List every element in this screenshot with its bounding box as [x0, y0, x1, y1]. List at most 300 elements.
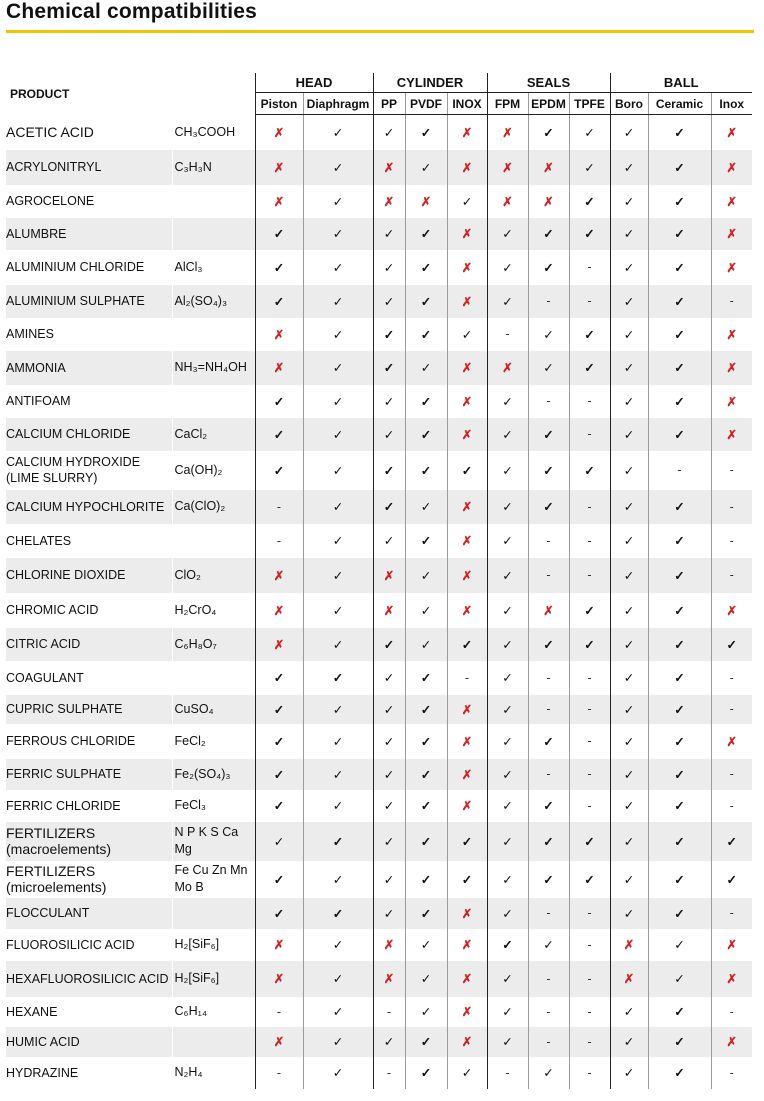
compat-cell-epdm [528, 318, 569, 351]
compat-cell-inox [447, 759, 487, 790]
conditional-check-icon: ✓ [623, 394, 635, 409]
check-icon: ✓ [273, 906, 285, 921]
compat-cell-diaphragm [303, 628, 373, 661]
compat-cell-tpfe [569, 861, 610, 898]
compat-cell-tpfe [569, 490, 610, 524]
cross-icon: ✗ [543, 194, 554, 209]
dash-icon: - [729, 767, 734, 781]
conditional-check-icon: ✓ [420, 1005, 432, 1019]
conditional-check-icon: ✓ [332, 938, 344, 952]
product-formula: H₂[SiF₆] [172, 929, 255, 961]
compat-cell-piston [255, 861, 303, 898]
compat-cell-epdm [528, 1027, 569, 1057]
dash-icon: - [587, 499, 592, 514]
compat-cell-pp [373, 218, 405, 250]
cross-icon: ✗ [543, 603, 554, 618]
compat-cell-pvdf [405, 185, 447, 218]
compat-cell-fpm [487, 593, 528, 628]
compat-cell-diaphragm [303, 898, 373, 929]
compat-cell-boro [610, 1057, 648, 1089]
check-icon: ✓ [420, 260, 432, 275]
dash-icon: - [729, 670, 734, 685]
compat-cell-piston [255, 285, 303, 318]
compat-cell-tpfe [569, 790, 610, 822]
conditional-check-icon: ✓ [623, 1066, 635, 1080]
compat-cell-fpm [487, 661, 528, 695]
compat-cell-tpfe [569, 558, 610, 593]
table-row [6, 115, 752, 150]
cross-icon: ✗ [502, 125, 513, 140]
compat-cell-pp [373, 558, 405, 593]
check-icon: ✓ [273, 799, 285, 813]
check-icon: ✓ [420, 1066, 432, 1080]
compat-cell-pp [373, 790, 405, 822]
conditional-check-icon: ✓ [420, 637, 432, 652]
conditional-check-icon: ✓ [623, 327, 635, 342]
compat-cell-pp [373, 929, 405, 961]
compat-cell-epdm [528, 790, 569, 822]
compat-cell-tpfe [569, 628, 610, 661]
check-icon: ✓ [543, 227, 554, 241]
conditional-check-icon: ✓ [623, 671, 635, 685]
conditional-check-icon: ✓ [332, 534, 344, 548]
compat-cell-fpm [487, 218, 528, 250]
check-icon: ✓ [461, 463, 473, 478]
conditional-check-icon: ✓ [420, 568, 432, 583]
check-icon: ✓ [543, 260, 554, 275]
cross-icon: ✗ [273, 125, 285, 140]
compat-cell-tpfe [569, 351, 610, 385]
compat-cell-tpfe [569, 661, 610, 695]
compat-cell-epdm [528, 759, 569, 790]
compat-cell-pvdf [405, 115, 447, 150]
dash-icon: - [729, 294, 734, 308]
dash-icon: - [546, 568, 551, 582]
check-icon: ✓ [383, 361, 395, 375]
check-icon: ✓ [420, 702, 432, 717]
cross-icon: ✗ [461, 702, 473, 717]
dash-icon: - [677, 463, 682, 477]
check-icon: ✓ [273, 260, 285, 275]
check-icon: ✓ [420, 834, 432, 849]
conditional-check-icon: ✓ [543, 1066, 554, 1080]
cross-icon: ✗ [726, 603, 737, 618]
compat-cell-boro [610, 558, 648, 593]
cross-icon: ✗ [726, 227, 737, 241]
compat-cell-inox [711, 593, 752, 628]
table-row [6, 185, 752, 218]
compat-cell-boro [610, 351, 648, 385]
compat-cell-epdm [528, 250, 569, 285]
compat-cell-ceramic [648, 185, 711, 218]
check-icon: ✓ [273, 767, 285, 782]
compat-cell-epdm [528, 898, 569, 929]
table-row [6, 695, 752, 724]
cross-icon: ✗ [273, 327, 285, 342]
check-icon: ✓ [674, 834, 685, 849]
product-name: ANTIFOAM [6, 394, 71, 408]
compat-cell-inox [711, 524, 752, 558]
compat-cell-pp [373, 318, 405, 351]
compat-cell-diaphragm [303, 724, 373, 759]
check-icon: ✓ [674, 294, 685, 309]
conditional-check-icon: ✓ [623, 734, 635, 749]
conditional-check-icon: ✓ [383, 294, 395, 309]
check-icon: ✓ [726, 834, 737, 849]
compat-cell-tpfe [569, 451, 610, 490]
compat-cell-pvdf [405, 250, 447, 285]
conditional-check-icon: ✓ [332, 160, 344, 175]
compat-cell-inox [447, 524, 487, 558]
compat-cell-tpfe [569, 418, 610, 451]
product-formula: CaCl₂ [172, 418, 255, 451]
check-icon: ✓ [420, 767, 432, 782]
conditional-check-icon: ✓ [543, 327, 554, 342]
compat-cell-tpfe [569, 115, 610, 150]
conditional-check-icon: ✓ [332, 799, 344, 813]
conditional-check-icon: ✓ [332, 637, 344, 652]
compat-cell-piston [255, 695, 303, 724]
compat-cell-pvdf [405, 490, 447, 524]
compat-cell-fpm [487, 351, 528, 385]
compat-cell-pp [373, 822, 405, 861]
compat-cell-boro [610, 385, 648, 418]
cross-icon: ✗ [726, 160, 737, 175]
cross-icon: ✗ [461, 160, 473, 175]
cross-icon: ✗ [726, 194, 737, 209]
compat-cell-inox [447, 451, 487, 490]
compat-cell-inox [711, 150, 752, 185]
compat-cell-piston [255, 724, 303, 759]
compat-cell-pvdf [405, 418, 447, 451]
compat-cell-pp [373, 385, 405, 418]
compat-cell-ceramic [648, 628, 711, 661]
compat-cell-inox [711, 1057, 752, 1089]
check-icon: ✓ [420, 327, 432, 342]
compat-cell-inox [447, 593, 487, 628]
compat-cell-ceramic [648, 898, 711, 929]
cross-icon: ✗ [273, 361, 285, 375]
cross-icon: ✗ [383, 603, 395, 618]
compat-cell-fpm [487, 898, 528, 929]
conditional-check-icon: ✓ [623, 872, 635, 887]
compat-cell-epdm [528, 351, 569, 385]
cross-icon: ✗ [726, 394, 737, 409]
cross-icon: ✗ [726, 361, 737, 375]
conditional-check-icon: ✓ [332, 327, 344, 342]
cross-icon: ✗ [726, 734, 737, 749]
product-name: AMMONIA [6, 351, 172, 385]
check-icon: ✓ [674, 906, 685, 921]
compat-cell-inox [711, 451, 752, 490]
column-header-epdm: EPDM [528, 93, 569, 115]
compat-cell-boro [610, 285, 648, 318]
check-icon: ✓ [383, 327, 395, 342]
compat-cell-inox [711, 318, 752, 351]
check-icon: ✓ [420, 906, 432, 921]
check-icon: ✓ [420, 125, 432, 140]
conditional-check-icon: ✓ [332, 872, 344, 887]
column-header-diaphragm: Diaphragm [303, 93, 373, 115]
conditional-check-icon: ✓ [502, 227, 513, 241]
product-formula: C₆H₁₄ [172, 997, 255, 1027]
compat-cell-boro [610, 628, 648, 661]
compat-cell-pp [373, 351, 405, 385]
check-icon: ✓ [674, 799, 685, 813]
conditional-check-icon: ✓ [623, 194, 635, 209]
dash-icon: - [546, 670, 551, 685]
product-name: ACETIC ACID [6, 124, 94, 140]
compat-cell-inox [711, 961, 752, 997]
conditional-check-icon: ✓ [543, 361, 554, 375]
check-icon: ✓ [584, 463, 595, 478]
conditional-check-icon: ✓ [332, 294, 344, 309]
product-name: FERTILIZERS (macroelements) [6, 822, 172, 861]
check-icon: ✓ [383, 500, 395, 514]
compat-cell-boro [610, 490, 648, 524]
conditional-check-icon: ✓ [332, 734, 344, 749]
cross-icon: ✗ [383, 194, 395, 209]
compat-cell-boro [610, 1027, 648, 1057]
cross-icon: ✗ [461, 938, 473, 952]
compat-cell-pvdf [405, 861, 447, 898]
compat-cell-piston [255, 822, 303, 861]
conditional-check-icon: ✓ [420, 603, 432, 618]
table-row [6, 285, 752, 318]
compat-cell-ceramic [648, 695, 711, 724]
product-formula [172, 318, 255, 351]
compat-cell-tpfe [569, 898, 610, 929]
check-icon: ✓ [543, 799, 554, 813]
product-name: FERRIC SULPHATE [6, 759, 172, 790]
compat-cell-ceramic [648, 558, 711, 593]
compat-cell-ceramic [648, 1027, 711, 1057]
compat-cell-boro [610, 150, 648, 185]
conditional-check-icon: ✓ [623, 534, 635, 548]
compat-cell-ceramic [648, 759, 711, 790]
table-row [6, 997, 752, 1027]
compat-cell-ceramic [648, 524, 711, 558]
check-icon: ✓ [674, 260, 685, 275]
check-icon: ✓ [674, 427, 685, 442]
check-icon: ✓ [383, 637, 395, 652]
product-formula: Al₂(SO₄)₃ [172, 285, 255, 318]
compat-cell-inox [711, 250, 752, 285]
compat-cell-diaphragm [303, 451, 373, 490]
check-icon: ✓ [273, 394, 285, 409]
compat-cell-tpfe [569, 218, 610, 250]
compat-cell-diaphragm [303, 185, 373, 218]
product-name: CHROMIC ACID [6, 603, 99, 617]
conditional-check-icon: ✓ [383, 125, 395, 140]
compat-cell-ceramic [648, 861, 711, 898]
compat-cell-piston [255, 351, 303, 385]
conditional-check-icon: ✓ [502, 603, 513, 618]
dash-icon: - [587, 1034, 592, 1049]
conditional-check-icon: ✓ [623, 227, 635, 241]
column-header-pvdf: PVDF [405, 93, 447, 115]
product-formula: NH₃=NH₄OH [172, 351, 255, 385]
compat-cell-diaphragm [303, 524, 373, 558]
compat-cell-inox [711, 490, 752, 524]
compat-cell-inox [447, 1057, 487, 1089]
compat-cell-inox [447, 285, 487, 318]
dash-icon: - [587, 767, 592, 781]
check-icon: ✓ [584, 361, 595, 375]
compat-cell-piston [255, 150, 303, 185]
compat-cell-pvdf [405, 759, 447, 790]
dash-icon: - [276, 499, 282, 514]
compat-cell-tpfe [569, 724, 610, 759]
product-formula: Ca(ClO)₂ [172, 490, 255, 524]
table-row [6, 558, 752, 593]
cross-icon: ✗ [273, 603, 285, 618]
compat-cell-pp [373, 724, 405, 759]
compat-cell-inox [447, 695, 487, 724]
dash-icon: - [729, 568, 734, 582]
dash-icon: - [729, 1065, 734, 1080]
compat-cell-diaphragm [303, 997, 373, 1027]
conditional-check-icon: ✓ [332, 194, 344, 209]
compat-cell-fpm [487, 759, 528, 790]
check-icon: ✓ [332, 671, 344, 685]
compat-cell-pvdf [405, 1057, 447, 1089]
compat-cell-inox [447, 724, 487, 759]
product-formula: C₃H₃N [172, 150, 255, 185]
compat-cell-inox [711, 218, 752, 250]
conditional-check-icon: ✓ [502, 1035, 513, 1049]
check-icon: ✓ [461, 872, 473, 887]
compat-cell-pp [373, 185, 405, 218]
check-icon: ✓ [273, 734, 285, 749]
check-icon: ✓ [674, 227, 685, 241]
dash-icon: - [505, 1065, 510, 1080]
check-icon: ✓ [543, 734, 554, 749]
check-icon: ✓ [584, 603, 595, 618]
compat-cell-inox [447, 1027, 487, 1057]
conditional-check-icon: ✓ [623, 637, 635, 652]
conditional-check-icon: ✓ [383, 260, 395, 275]
dash-icon: - [546, 1034, 551, 1049]
cross-icon: ✗ [461, 1005, 473, 1019]
cross-icon: ✗ [383, 972, 395, 986]
product-name: CITRIC ACID [6, 628, 172, 661]
check-icon: ✓ [420, 799, 432, 813]
table-row [6, 861, 752, 898]
compat-cell-tpfe [569, 150, 610, 185]
dash-icon: - [276, 1004, 282, 1019]
compat-cell-boro [610, 861, 648, 898]
compat-cell-pvdf [405, 1027, 447, 1057]
compat-cell-diaphragm [303, 929, 373, 961]
group-head: HEAD [255, 73, 373, 93]
conditional-check-icon: ✓ [623, 568, 635, 583]
compat-cell-piston [255, 250, 303, 285]
product-name: CALCIUM HYPOCHLORITE [6, 490, 172, 524]
table-row [6, 385, 752, 418]
cross-icon: ✗ [543, 160, 554, 175]
table-row [6, 351, 752, 385]
compat-cell-diaphragm [303, 961, 373, 997]
compat-cell-epdm [528, 661, 569, 695]
compat-cell-pp [373, 418, 405, 451]
conditional-check-icon: ✓ [383, 1035, 395, 1049]
compat-cell-boro [610, 218, 648, 250]
conditional-check-icon: ✓ [623, 427, 635, 442]
dash-icon: - [546, 394, 551, 408]
dash-icon: - [587, 533, 592, 548]
dash-icon: - [587, 734, 592, 748]
compat-cell-pvdf [405, 822, 447, 861]
compat-cell-piston [255, 997, 303, 1027]
table-row [6, 661, 752, 695]
conditional-check-icon: ✓ [383, 227, 395, 241]
conditional-check-icon: ✓ [674, 938, 685, 952]
check-icon: ✓ [543, 834, 554, 849]
conditional-check-icon: ✓ [623, 799, 635, 813]
compat-cell-fpm [487, 150, 528, 185]
conditional-check-icon: ✓ [623, 1035, 635, 1049]
compat-cell-epdm [528, 385, 569, 418]
compat-cell-diaphragm [303, 351, 373, 385]
check-icon: ✓ [420, 227, 432, 241]
column-header-ceramic: Ceramic [648, 93, 711, 115]
conditional-check-icon: ✓ [502, 637, 513, 652]
group-seals: SEALS [487, 73, 610, 93]
compat-cell-tpfe [569, 524, 610, 558]
product-formula: H₂[SiF₆] [172, 961, 255, 997]
conditional-check-icon: ✓ [383, 906, 395, 921]
compat-cell-diaphragm [303, 1057, 373, 1089]
compatibility-table [6, 73, 752, 1089]
compat-cell-ceramic [648, 318, 711, 351]
conditional-check-icon: ✓ [502, 534, 513, 548]
cross-icon: ✗ [502, 194, 513, 209]
compat-cell-piston [255, 418, 303, 451]
compat-cell-inox [447, 218, 487, 250]
check-icon: ✓ [420, 872, 432, 887]
compat-cell-inox [447, 628, 487, 661]
cross-icon: ✗ [273, 160, 285, 175]
compat-cell-epdm [528, 185, 569, 218]
conditional-check-icon: ✓ [502, 260, 513, 275]
conditional-check-icon: ✓ [502, 500, 513, 514]
check-icon: ✓ [420, 671, 432, 685]
compat-cell-fpm [487, 695, 528, 724]
column-header-piston: Piston [255, 93, 303, 115]
column-header-fpm: FPM [487, 93, 528, 115]
cross-icon: ✗ [273, 568, 285, 583]
compat-cell-pp [373, 115, 405, 150]
cross-icon: ✗ [461, 1035, 473, 1049]
cross-icon: ✗ [461, 227, 473, 241]
compat-cell-piston [255, 318, 303, 351]
product-formula: CuSO₄ [172, 695, 255, 724]
compat-cell-boro [610, 451, 648, 490]
compat-cell-inox [711, 185, 752, 218]
product-formula: N P K S Ca Mg [172, 822, 255, 861]
compat-cell-tpfe [569, 1057, 610, 1089]
check-icon: ✓ [543, 427, 554, 442]
cross-icon: ✗ [461, 972, 473, 986]
conditional-check-icon: ✓ [623, 463, 635, 478]
check-icon: ✓ [674, 1066, 685, 1080]
table-row [6, 929, 752, 961]
check-icon: ✓ [420, 427, 432, 442]
cross-icon: ✗ [461, 361, 473, 375]
conditional-check-icon: ✓ [502, 294, 513, 309]
compat-cell-fpm [487, 385, 528, 418]
